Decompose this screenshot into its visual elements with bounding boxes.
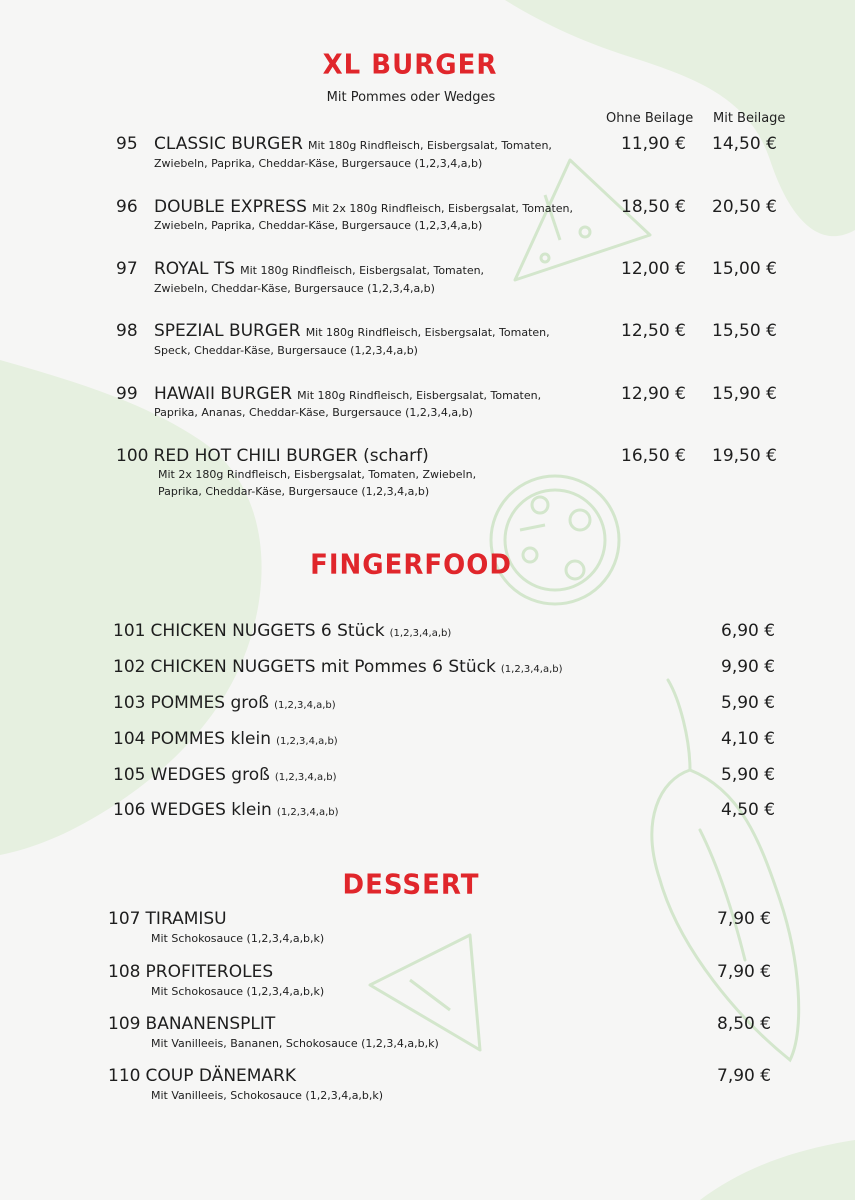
item-price: 4,50 € <box>721 800 776 820</box>
section-subtitle: Mit Pommes oder Wedges <box>326 90 496 105</box>
item-allergens: (1,2,3,4,a,b) <box>276 807 339 818</box>
item-price: 6,90 € <box>721 621 776 641</box>
item-description: Mit 180g Rindfleisch, Eisbergsalat, Tomaten, <box>305 326 550 339</box>
item-name: SPEZIAL BURGER <box>154 321 301 341</box>
item-number: 96 <box>116 197 138 217</box>
item-number: 110 <box>108 1066 141 1086</box>
menu-item <box>113 693 336 713</box>
item-number: 98 <box>116 321 138 341</box>
item-title-line <box>154 384 541 404</box>
item-description: Mit 2x 180g Rindfleisch, Eisbergsalat, Tomaten, Zwiebeln, <box>158 468 477 481</box>
item-price: 5,90 € <box>721 765 776 785</box>
item-name: WEDGES klein <box>150 800 272 820</box>
item-allergens: (1,2,3,4,a,b) <box>274 700 336 711</box>
item-description: Mit 2x 180g Rindfleisch, Eisbergsalat, Tomaten, <box>312 202 574 215</box>
item-number: 104 <box>113 729 146 749</box>
item-allergens: (1,2,3,4,a,b) <box>276 736 338 747</box>
item-price: 7,90 € <box>717 962 772 982</box>
price-ohne-beilage: 12,00 € <box>621 259 686 279</box>
item-title-line <box>116 446 429 466</box>
item-description: Paprika, Cheddar-Käse, Burgersauce (1,2,3,4,a,b) <box>158 485 430 498</box>
price-ohne-beilage: 12,90 € <box>621 384 686 404</box>
item-number: 99 <box>116 384 138 404</box>
item-number: 103 <box>113 693 146 713</box>
item-number: 97 <box>116 259 138 279</box>
menu-item <box>113 765 337 785</box>
price-mit-beilage: 15,00 € <box>712 259 777 279</box>
item-number: 105 <box>113 765 146 785</box>
item-name: PROFITEROLES <box>145 962 274 982</box>
menu-item <box>113 657 563 677</box>
item-description: Speck, Cheddar-Käse, Burgersauce (1,2,3,4,a,b) <box>154 344 418 357</box>
item-name: CLASSIC BURGER <box>154 134 303 154</box>
menu-item <box>113 800 339 820</box>
item-price: 4,10 € <box>721 729 776 749</box>
item-description: Paprika, Ananas, Cheddar-Käse, Burgersauce (1,2,3,4,a,b) <box>154 406 473 419</box>
item-number: 107 <box>108 909 141 929</box>
price-ohne-beilage: 18,50 € <box>621 197 686 217</box>
item-description: Zwiebeln, Cheddar-Käse, Burgersauce (1,2,3,4,a,b) <box>154 282 435 295</box>
price-mit-beilage: 15,50 € <box>712 321 777 341</box>
item-price: 5,90 € <box>721 693 776 713</box>
item-number: 101 <box>113 621 146 641</box>
item-number: 109 <box>108 1014 141 1034</box>
item-description: Mit Vanilleeis, Bananen, Schokosauce (1,2,3,4,a,b,k) <box>151 1037 439 1050</box>
item-name: BANANENSPLIT <box>145 1014 276 1034</box>
item-number: 102 <box>113 657 146 677</box>
item-name: POMMES groß <box>150 693 269 713</box>
section-title-xl-burger: XL BURGER <box>322 49 498 81</box>
item-name: WEDGES groß <box>150 765 270 785</box>
menu-item <box>108 1014 275 1034</box>
item-number: 108 <box>108 962 141 982</box>
item-name: COUP DÄNEMARK <box>145 1066 297 1086</box>
item-title-line <box>154 134 552 154</box>
item-description: Mit Schokosauce (1,2,3,4,a,b,k) <box>151 985 325 998</box>
menu-item <box>113 621 451 641</box>
section-title-dessert: DESSERT <box>342 869 480 901</box>
item-title-line <box>154 259 484 279</box>
menu-item <box>108 909 227 929</box>
price-mit-beilage: 14,50 € <box>712 134 777 154</box>
item-description: Mit 180g Rindfleisch, Eisbergsalat, Tomaten, <box>240 264 485 277</box>
item-description: Zwiebeln, Paprika, Cheddar-Käse, Burgersauce (1,2,3,4,a,b) <box>154 219 483 232</box>
item-description: Zwiebeln, Paprika, Cheddar-Käse, Burgersauce (1,2,3,4,a,b) <box>154 157 483 170</box>
menu-item <box>108 1066 296 1086</box>
item-title-line <box>154 197 573 217</box>
price-mit-beilage: 19,50 € <box>712 446 777 466</box>
item-number: 106 <box>113 800 146 820</box>
item-name: CHICKEN NUGGETS 6 Stück <box>150 621 385 641</box>
item-price: 7,90 € <box>717 1066 772 1086</box>
item-description: Mit 180g Rindfleisch, Eisbergsalat, Tomaten, <box>307 139 552 152</box>
section-title-fingerfood: FINGERFOOD <box>310 549 512 581</box>
column-header-mit-beilage: Mit Beilage <box>713 111 786 126</box>
item-name: ROYAL TS <box>154 259 236 279</box>
item-name: CHICKEN NUGGETS mit Pommes 6 Stück <box>150 657 496 677</box>
item-price: 8,50 € <box>717 1014 772 1034</box>
item-allergens: (1,2,3,4,a,b) <box>274 772 337 783</box>
item-description: Mit Vanilleeis, Schokosauce (1,2,3,4,a,b,k) <box>151 1089 384 1102</box>
item-allergens: (1,2,3,4,a,b) <box>389 628 452 639</box>
item-name: TIRAMISU <box>145 909 227 929</box>
price-ohne-beilage: 12,50 € <box>621 321 686 341</box>
price-ohne-beilage: 11,90 € <box>621 134 686 154</box>
item-price: 7,90 € <box>717 909 772 929</box>
column-header-ohne-beilage: Ohne Beilage <box>606 111 694 126</box>
item-number: 95 <box>116 134 138 154</box>
item-name: POMMES klein <box>150 729 271 749</box>
item-description: Mit 180g Rindfleisch, Eisbergsalat, Tomaten, <box>297 389 542 402</box>
price-mit-beilage: 15,90 € <box>712 384 777 404</box>
menu-item <box>113 729 338 749</box>
menu-item <box>108 962 273 982</box>
price-ohne-beilage: 16,50 € <box>621 446 686 466</box>
price-mit-beilage: 20,50 € <box>712 197 777 217</box>
item-price: 9,90 € <box>721 657 776 677</box>
item-name: RED HOT CHILI BURGER (scharf) <box>153 446 429 466</box>
item-name: HAWAII BURGER <box>154 384 293 404</box>
item-description: Mit Schokosauce (1,2,3,4,a,b,k) <box>151 932 325 945</box>
item-title-line <box>154 321 550 341</box>
item-number: 100 <box>116 446 149 466</box>
item-allergens: (1,2,3,4,a,b) <box>500 664 563 675</box>
item-name: DOUBLE EXPRESS <box>154 197 307 217</box>
